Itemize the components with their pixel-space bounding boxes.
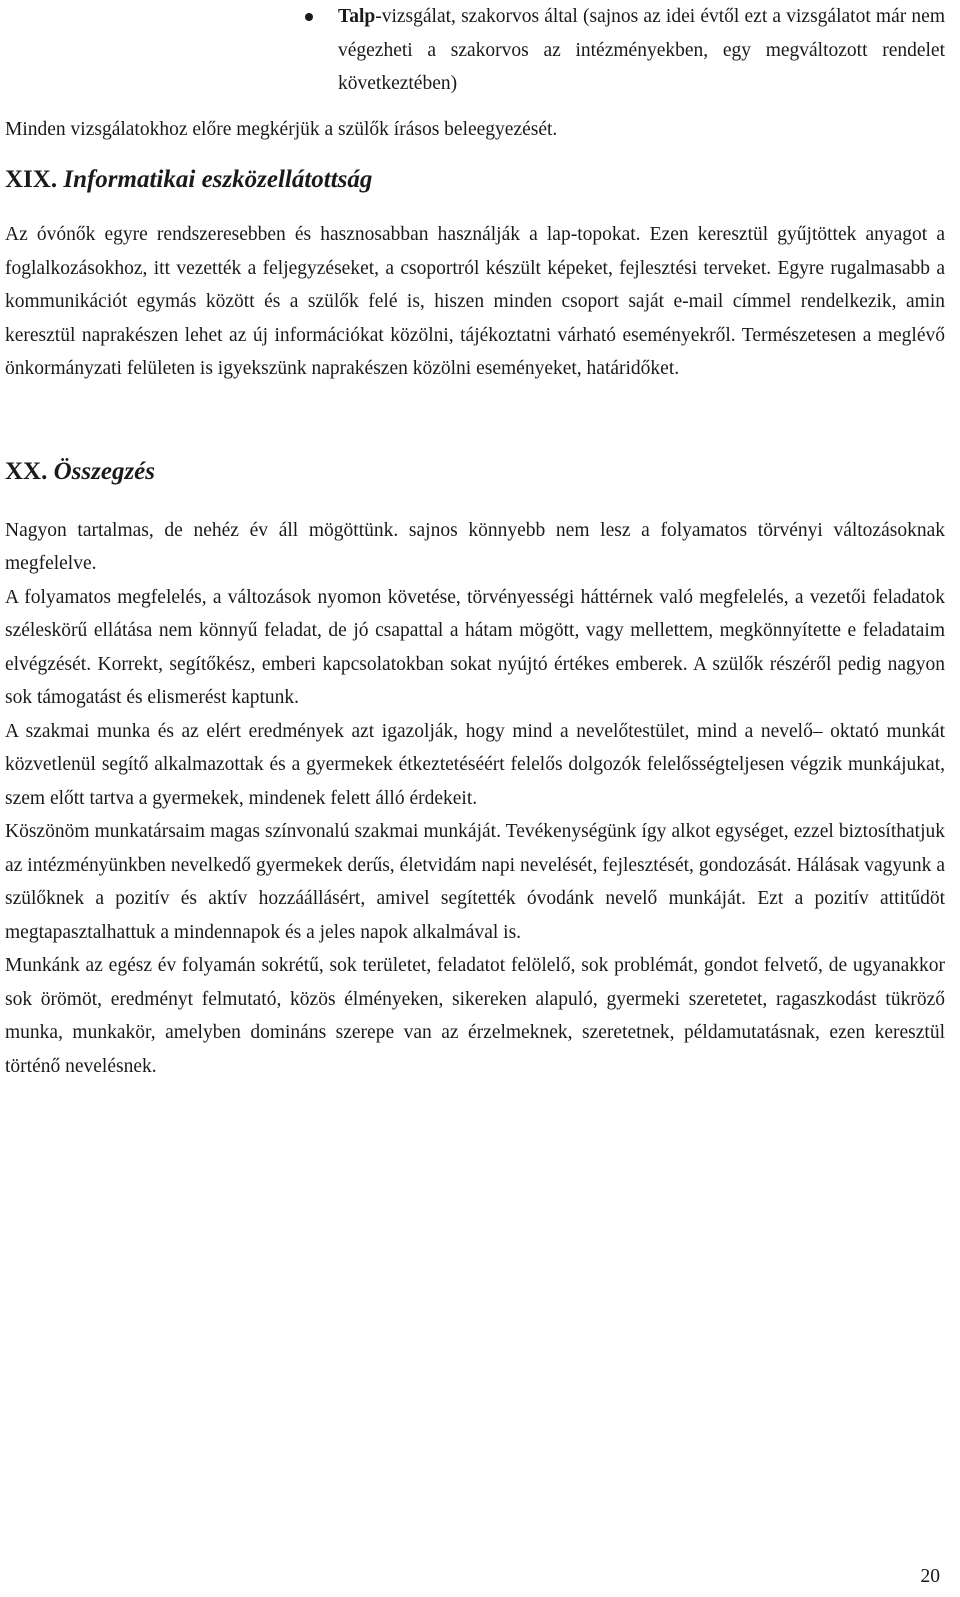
page-number: 20: [920, 1566, 940, 1587]
summary-paragraph-4: Köszönöm munkatársaim magas színvonalú szakmai munkáját. Tevékenységünk így alkot egységet, ezzel biztosíthatjuk az intézményünkben nevelkedő gyermekek derűs, életvidám napi nevelését, fejlesztését, gondozását. Hálásak vagyunk a szülőknek a pozitív és aktív hozzáállásért, amivel segítették óvodánk nevelő munkáját. Ezt a pozitív attitűdöt megtapasztalhattuk a mindennapok és a jeles napok alkalmával is.: [5, 821, 945, 943]
section-20-number: XX.: [5, 457, 48, 485]
section-20-title: Összegzés: [53, 457, 156, 485]
summary-paragraph-1: Nagyon tartalmas, de nehéz év áll mögöttünk. sajnos könnyebb nem lesz a folyamatos törvényi változásoknak megfelelve.: [5, 519, 945, 574]
consent-paragraph: Minden vizsgálatokhoz előre megkérjük a szülők írásos beleegyezését.: [5, 118, 558, 140]
section-19-body: Az óvónők egyre rendszeresebben és hasznosabban használják a lap-topokat. Ezen keresztül gyűjtöttek anyagot a foglalkozásokhoz, itt vezették a feljegyzéseket, a csoportról készült képeket, fejlesztési terveket. Egyre rugalmasabb a kommunikációt egymás között és a szülők felé is, hiszen minden csoport saját e-mail címmel rendelkezik, amin keresztül naprakészen lehet az új információkat közölni, tájékoztatni várható eseményekről. Természetesen a meglévő önkormányzati felületen is igyekszünk naprakészen közölni eseményeket, határidőket.: [5, 224, 945, 379]
summary-paragraph-2: A folyamatos megfelelés, a változások nyomon követése, törvényességi háttérnek való megfelelés, a vezetői feladatok széleskörű ellátása nem könnyű feladat, de jó csapattal a hátam mögött, vagy mellettem, megkönnyítette e feladataim elvégzését. Korrekt, segítőkész, emberi kapcsolatokban sokat nyújtó értékes emberek. A szülők részéről pedig nagyon sok támogatást és elismerést kaptunk.: [5, 586, 945, 708]
summary-paragraph-3: A szakmai munka és az elért eredmények azt igazolják, hogy mind a nevelőtestület, mind a nevelő– oktató munkát közvetlenül segítő alkalmazottak és a gyermekek étkeztetéséért felelős dolgozók felelősségteljesen végzik munkájukat, szem előtt tartva a gyermekek, mindenek felett álló érdekeit.: [5, 720, 945, 809]
summary-paragraph-5: Munkánk az egész év folyamán sokrétű, sok területet, feladatot felölelő, sok problémát, gondot felvető, de ugyanakkor sok örömöt, eredményt felmutató, közös élményeken, sikereken alapuló, gyermeki szeretetet, ragaszkodást tükröző munka, munkakör, amelyben domináns szerepe van az érzelmeknek, szeretetnek, példamutatásnak, ezen keresztül történő nevelésnek.: [5, 955, 945, 1077]
bullet-bold-term: Talp: [338, 6, 376, 27]
bullet-text: [338, 0, 945, 101]
section-19-number: XIX.: [5, 166, 58, 193]
document-page: [5, 0, 945, 1083]
section-19-title: Informatikai eszközellátottság: [63, 166, 373, 193]
bullet-item: [5, 0, 945, 101]
bullet-rest: -vizsgálat, szakorvos által (sajnos az idei évtől ezt a vizsgálatot már nem végezheti a szakorvos az intézményekben, egy megváltozott rendelet következtében): [338, 6, 945, 94]
bullet-dot-icon: [305, 13, 313, 21]
section-20-heading: [5, 452, 945, 492]
section-19-heading: [5, 160, 945, 200]
